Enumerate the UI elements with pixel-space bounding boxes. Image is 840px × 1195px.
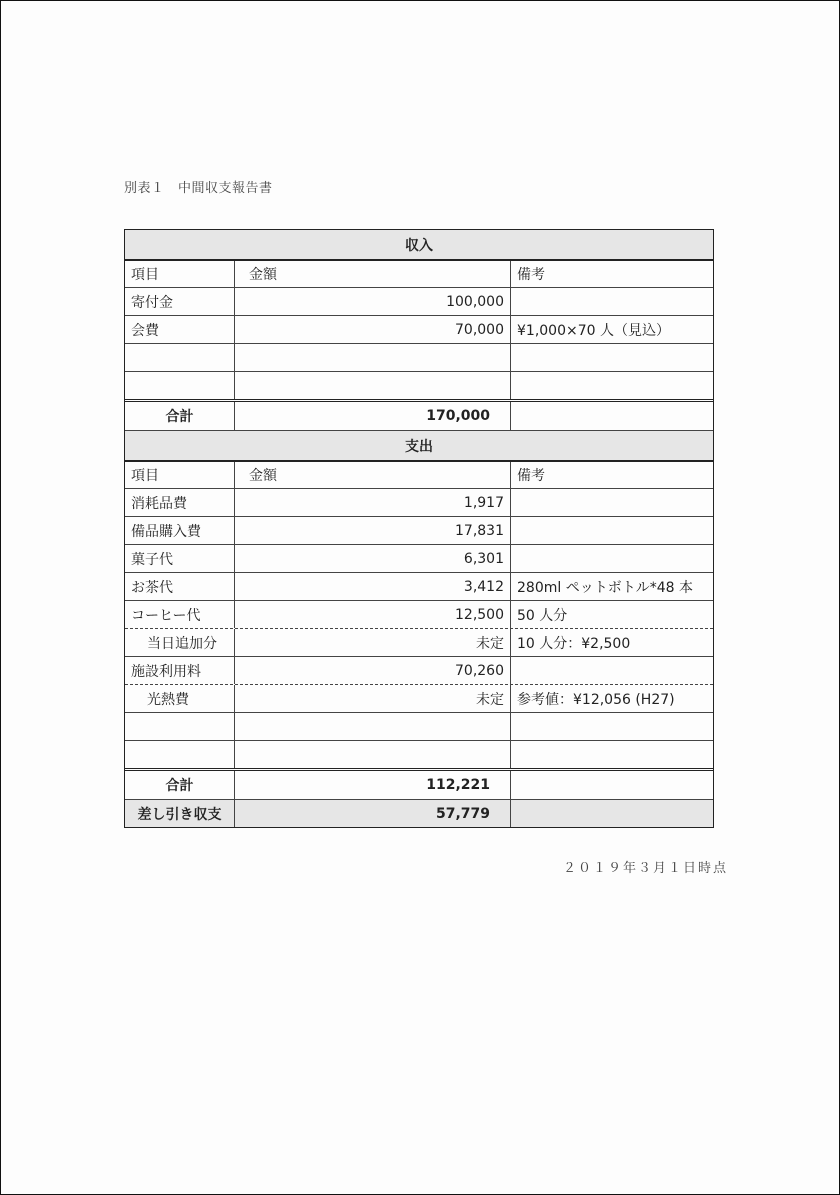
income-item: 会費 xyxy=(125,316,235,343)
expense-amount: 1,917 xyxy=(235,489,511,516)
income-item xyxy=(125,372,235,399)
income-amount: 100,000 xyxy=(235,288,511,315)
table-row xyxy=(125,371,713,399)
expense-total-row xyxy=(125,768,713,799)
expense-header-note: 備考 xyxy=(517,468,545,484)
income-total-row xyxy=(125,399,713,430)
income-header-note: 備考 xyxy=(517,267,545,283)
expense-item: 備品購入費 xyxy=(125,517,235,544)
expense-item xyxy=(125,713,235,740)
table-row xyxy=(125,740,713,768)
expense-note: 参考値：¥12,056 (H27) xyxy=(517,691,675,708)
expense-amount: 3,412 xyxy=(235,573,511,600)
table-row xyxy=(125,712,713,740)
income-amount: 70,000 xyxy=(235,316,511,343)
table-row xyxy=(125,684,713,712)
income-note xyxy=(511,372,713,399)
income-amount xyxy=(235,372,511,399)
income-note xyxy=(511,344,713,371)
expense-note: 50 人分 xyxy=(517,607,568,624)
expense-item: 当日追加分 xyxy=(125,629,235,656)
income-note: ¥1,000×70 人（見込） xyxy=(517,322,670,339)
expense-amount: 6,301 xyxy=(235,545,511,572)
income-item xyxy=(125,344,235,371)
income-section-header: 収入 xyxy=(125,230,713,259)
table-row xyxy=(125,600,713,628)
income-amount xyxy=(235,344,511,371)
expense-note xyxy=(511,657,713,684)
expense-amount: 12,500 xyxy=(235,601,511,628)
expense-note xyxy=(511,741,713,768)
expense-note xyxy=(511,713,713,740)
table-row xyxy=(125,572,713,600)
table-row xyxy=(125,343,713,371)
expense-item: 消耗品費 xyxy=(125,489,235,516)
expense-note xyxy=(511,517,713,544)
expense-note xyxy=(511,489,713,516)
expense-total-label: 合計 xyxy=(125,771,235,799)
expense-header-row xyxy=(125,460,713,488)
expense-amount: 17,831 xyxy=(235,517,511,544)
table-row xyxy=(125,544,713,572)
balance-amount: 57,779 xyxy=(235,800,511,827)
income-header-amount: 金額 xyxy=(235,261,511,287)
expense-item: 施設利用料 xyxy=(125,657,235,684)
expense-item xyxy=(125,741,235,768)
table-row xyxy=(125,516,713,544)
income-header-row xyxy=(125,259,713,287)
document-title: 別表１ 中間収支報告書 xyxy=(124,181,273,196)
expense-item: 光熱費 xyxy=(125,685,235,712)
balance-label: 差し引き収支 xyxy=(125,800,235,827)
income-total-label: 合計 xyxy=(125,402,235,430)
expense-amount: 70,260 xyxy=(235,657,511,684)
table-row xyxy=(125,656,713,684)
expense-header-item: 項目 xyxy=(125,462,235,488)
expense-amount: 未定 xyxy=(235,685,511,712)
balance-row xyxy=(125,799,713,827)
income-total-amount: 170,000 xyxy=(235,402,511,430)
expense-total-amount: 112,221 xyxy=(235,771,511,799)
expense-item: コーヒー代 xyxy=(125,601,235,628)
table-row xyxy=(125,628,713,656)
income-expense-table xyxy=(124,229,714,828)
expense-item: 菓子代 xyxy=(125,545,235,572)
income-total-note xyxy=(511,402,713,430)
table-row xyxy=(125,488,713,516)
expense-note xyxy=(511,545,713,572)
expense-amount xyxy=(235,713,511,740)
expense-note: 10 人分：¥2,500 xyxy=(517,635,631,652)
date-stamp: ２０１９年３月１日時点 xyxy=(562,861,728,876)
income-header-item: 項目 xyxy=(125,261,235,287)
expense-amount: 未定 xyxy=(235,629,511,656)
table-row xyxy=(125,287,713,315)
expense-amount xyxy=(235,741,511,768)
expense-item: お茶代 xyxy=(125,573,235,600)
expense-total-note xyxy=(511,771,713,799)
expense-header-amount: 金額 xyxy=(235,462,511,488)
balance-note xyxy=(511,800,713,827)
expense-note: 280ml ペットボトル*48 本 xyxy=(517,579,693,596)
table-row xyxy=(125,315,713,343)
income-note xyxy=(511,288,713,315)
income-item: 寄付金 xyxy=(125,288,235,315)
expense-section-header: 支出 xyxy=(125,430,713,460)
